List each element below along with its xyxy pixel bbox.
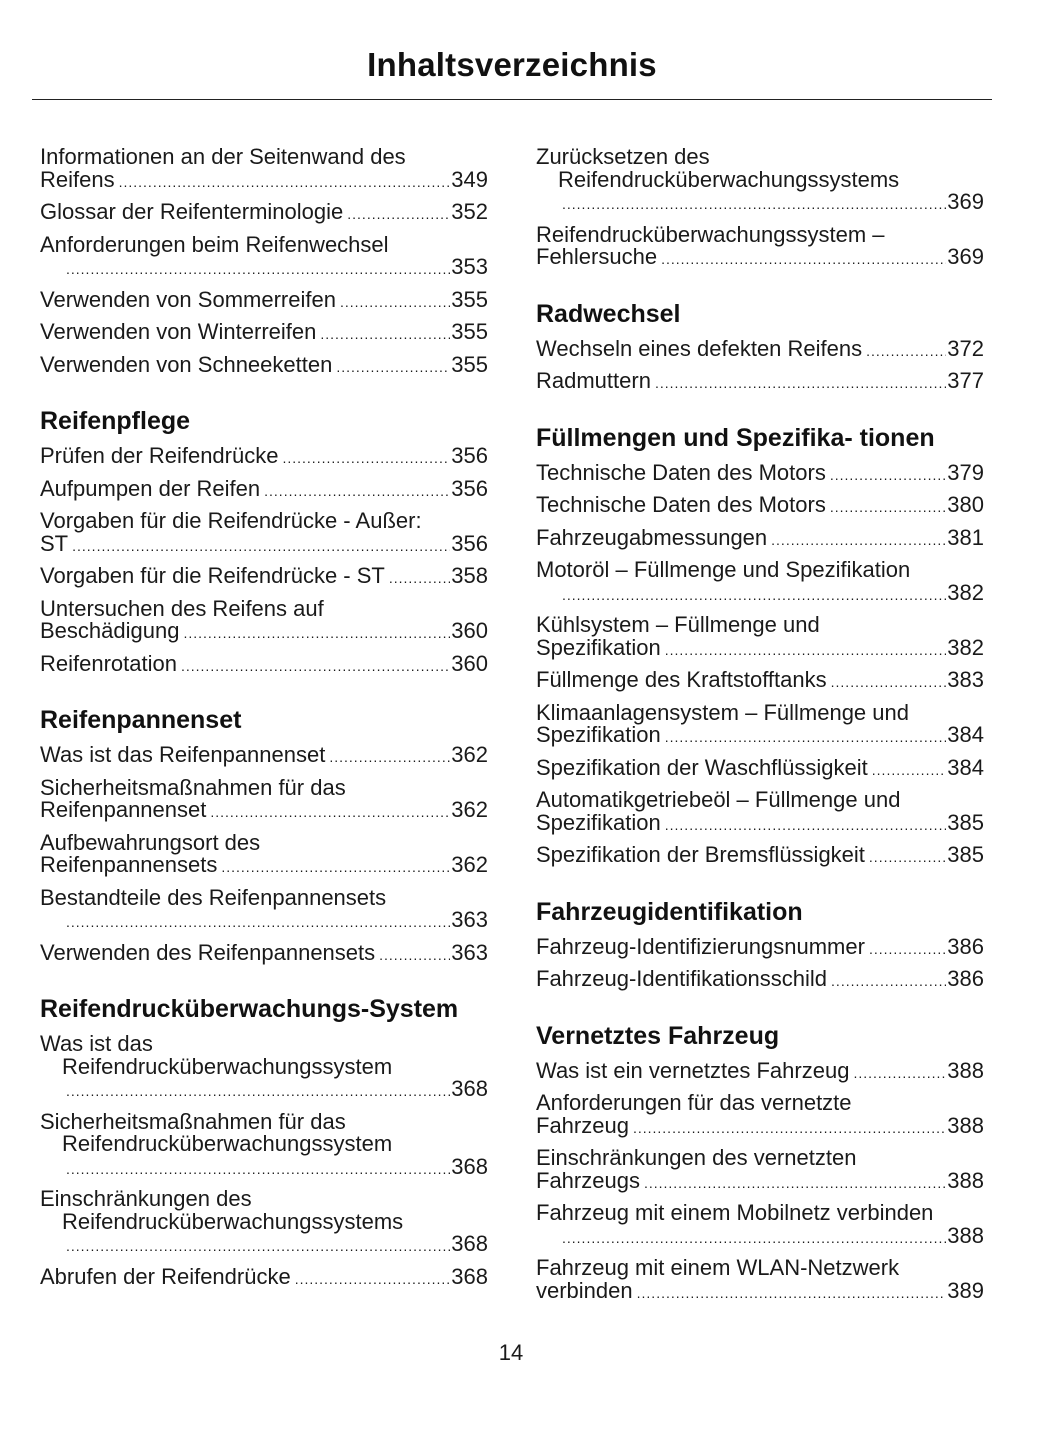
toc-entry[interactable]: Fahrzeug-Identifikationsschild ..... 386 <box>536 968 984 993</box>
section-heading-fuellmengen[interactable]: Füllmengen und Spezifika- tionen <box>536 423 935 452</box>
toc-column-left <box>40 146 488 1298</box>
page-ref: 368 <box>451 1263 488 1289</box>
page-ref: 372 <box>947 335 984 361</box>
leader-dots <box>210 801 450 824</box>
leader-dots <box>72 535 450 558</box>
leader-dots <box>336 356 450 379</box>
leader-dots <box>869 938 946 961</box>
leader-dots <box>633 1117 946 1140</box>
leader-dots <box>771 529 946 552</box>
leader-dots <box>183 622 450 645</box>
page-ref: 384 <box>947 754 984 780</box>
toc-entry[interactable]: Vorgaben für die Reifendrücke - Außer: ST ..... 356 <box>40 510 488 557</box>
page-ref: 368 <box>451 1153 488 1179</box>
toc-column-right <box>536 146 984 1312</box>
page-ref: 349 <box>451 166 488 192</box>
toc-entry[interactable]: Technische Daten des Motors ..... 380 <box>536 494 984 519</box>
leader-dots <box>831 671 947 694</box>
page-ref: 369 <box>947 189 984 214</box>
leader-dots <box>853 1062 946 1085</box>
leader-dots <box>661 248 946 271</box>
page-ref: 355 <box>451 351 488 377</box>
toc-entry[interactable]: Reifendrucküberwachungssystem – Fehlersuche ..... 369 <box>536 224 984 271</box>
leader-dots <box>66 1158 450 1181</box>
toc-entry[interactable]: Einschränkungen des Reifendrucküberwachungssystems ..... 368 <box>40 1188 488 1258</box>
page-ref: 381 <box>947 524 984 550</box>
leader-dots <box>320 323 450 346</box>
page-title: Inhaltsverzeichnis <box>367 46 657 83</box>
page-ref: 362 <box>451 797 488 822</box>
leader-dots <box>379 944 450 967</box>
toc-entry[interactable]: Radmuttern ..... 377 <box>536 370 984 395</box>
leader-dots <box>340 291 450 314</box>
leader-dots <box>872 759 947 782</box>
leader-dots <box>282 447 450 470</box>
page-ref: 385 <box>947 842 984 867</box>
page-ref: 388 <box>947 1112 984 1138</box>
leader-dots <box>830 464 946 487</box>
leader-dots <box>66 1080 450 1103</box>
toc-entry[interactable]: Zurücksetzen des Reifendrucküberwachungssystems ..... 369 <box>536 146 984 216</box>
leader-dots <box>66 911 450 934</box>
page-ref: 382 <box>947 634 984 660</box>
leader-dots <box>562 193 946 216</box>
leader-dots <box>181 655 450 678</box>
page-ref: 386 <box>947 966 984 991</box>
leader-dots <box>329 746 450 769</box>
page-ref: 368 <box>451 1231 488 1256</box>
leader-dots <box>66 1235 450 1258</box>
page-ref: 383 <box>947 667 984 692</box>
leader-dots <box>830 496 946 519</box>
toc-entry[interactable]: Was ist das Reifenpannenset ..... 362 <box>40 744 488 769</box>
toc-entry[interactable]: Prüfen der Reifendrücke ..... 356 <box>40 445 488 470</box>
toc-entry[interactable]: Motoröl – Füllmenge und Spezifikation ..... 382 <box>536 559 984 606</box>
toc-entry[interactable]: Kühlsystem – Füllmenge und Spezifikation ..... 382 <box>536 614 984 661</box>
toc-entry[interactable]: Einschränkungen des vernetzten Fahrzeugs ..... 388 <box>536 1147 984 1194</box>
section-heading-fahrzeugidentifikation[interactable]: Fahrzeugidentifikation <box>536 897 803 926</box>
page-ref: 355 <box>451 319 488 344</box>
leader-dots <box>644 1172 946 1195</box>
leader-dots <box>562 584 946 607</box>
toc-entry[interactable]: Spezifikation der Waschflüssigkeit ..... 384 <box>536 757 984 782</box>
page-ref: 362 <box>451 742 488 767</box>
toc-entry[interactable]: Verwenden von Sommerreifen ..... 355 <box>40 289 488 314</box>
leader-dots <box>665 639 947 662</box>
page-ref: 360 <box>451 650 488 676</box>
leader-dots <box>221 856 450 879</box>
toc-entry[interactable]: Vorgaben für die Reifendrücke - ST ..... 358 <box>40 565 488 590</box>
toc-entry[interactable]: Technische Daten des Motors ..... 379 <box>536 462 984 487</box>
page-ref: 388 <box>947 1057 984 1083</box>
section-heading-rdks[interactable]: Reifendrucküberwachungs-System <box>40 995 459 1023</box>
page-ref: 356 <box>451 443 488 468</box>
leader-dots <box>66 258 450 281</box>
page-ref: 380 <box>947 492 984 517</box>
page-ref: 356 <box>451 530 488 556</box>
title-divider <box>32 99 992 100</box>
page-ref: 352 <box>451 199 488 224</box>
leader-dots <box>665 814 947 837</box>
leader-dots <box>665 726 947 749</box>
toc-entry[interactable]: Abrufen der Reifendrücke ..... 368 <box>40 1266 488 1291</box>
page-ref: 385 <box>947 809 984 835</box>
page-ref: 363 <box>451 939 488 965</box>
toc-entry[interactable]: Reifenrotation ..... 360 <box>40 653 488 678</box>
page-ref: 369 <box>947 244 984 269</box>
leader-dots <box>831 970 946 993</box>
page-ref: 386 <box>947 933 984 959</box>
leader-dots <box>562 1227 946 1250</box>
toc-entry[interactable]: Verwenden von Winterreifen ..... 355 <box>40 321 488 346</box>
section-heading-reifenpflege[interactable]: Reifenpflege <box>40 407 191 435</box>
leader-dots <box>866 340 946 363</box>
page-ref: 362 <box>451 852 488 877</box>
toc-entry[interactable]: Verwenden von Schneeketten ..... 355 <box>40 354 488 379</box>
toc-entry[interactable]: Sicherheitsmaßnahmen für das Reifendrucküberwachungssystem ..... 368 <box>40 1111 488 1181</box>
page-number: 14 <box>498 1340 524 1365</box>
page-ref: 388 <box>947 1167 984 1193</box>
page-ref: 379 <box>947 459 984 485</box>
toc-entry[interactable]: Was ist ein vernetztes Fahrzeug ..... 388 <box>536 1060 984 1085</box>
leader-dots <box>295 1268 451 1291</box>
page-ref: 368 <box>451 1076 488 1101</box>
page-ref: 360 <box>451 618 488 643</box>
page-ref: 384 <box>947 722 984 747</box>
leader-dots <box>637 1282 947 1305</box>
toc-entry[interactable]: Bestandteile des Reifenpannensets ..... 363 <box>40 887 488 934</box>
toc-entry[interactable]: Wechseln eines defekten Reifens ..... 372 <box>536 338 984 363</box>
section-heading-radwechsel[interactable]: Radwechsel <box>536 299 681 328</box>
page-ref: 358 <box>451 563 488 588</box>
toc-entry[interactable]: Sicherheitsmaßnahmen für das Reifenpannenset ..... 362 <box>40 777 488 824</box>
leader-dots <box>655 372 946 395</box>
toc-entry[interactable]: Aufpumpen der Reifen ..... 356 <box>40 478 488 503</box>
page-ref: 382 <box>947 579 984 605</box>
toc-entry[interactable]: Untersuchen des Reifens auf Beschädigung ..... 360 <box>40 598 488 645</box>
toc-entry[interactable]: Fahrzeug mit einem Mobilnetz verbinden ..... 388 <box>536 1202 984 1249</box>
page-ref: 377 <box>947 368 984 393</box>
leader-dots <box>119 171 451 194</box>
toc-entry[interactable]: Fahrzeug mit einem WLAN-Netzwerk verbinden ..... 389 <box>536 1257 984 1304</box>
page-ref: 388 <box>947 1222 984 1248</box>
toc-entry[interactable]: Spezifikation der Bremsflüssigkeit ..... 385 <box>536 844 984 869</box>
toc-entry[interactable]: Füllmenge des Kraftstofftanks ..... 383 <box>536 669 984 694</box>
page-ref: 355 <box>451 286 488 312</box>
toc-entry[interactable]: Verwenden des Reifenpannensets ..... 363 <box>40 942 488 967</box>
page-ref: 363 <box>451 907 488 932</box>
page-ref: 353 <box>451 254 488 279</box>
toc-entry[interactable]: Fahrzeugabmessungen ..... 381 <box>536 527 984 552</box>
section-heading-reifenpannenset[interactable]: Reifenpannenset <box>40 706 242 734</box>
toc-entry[interactable]: Was ist das Reifendrucküberwachungssystem ..... 368 <box>40 1033 488 1103</box>
page-ref: 389 <box>947 1277 984 1303</box>
section-heading-vernetztes-fahrzeug[interactable]: Vernetztes Fahrzeug <box>536 1021 780 1050</box>
toc-entry[interactable]: Anforderungen beim Reifenwechsel ..... 353 <box>40 234 488 281</box>
toc-entry[interactable]: Aufbewahrungsort des Reifenpannensets ..... 362 <box>40 832 488 879</box>
toc-entry[interactable]: Automatikgetriebeöl – Füllmenge und Spezifikation ..... 385 <box>536 789 984 836</box>
toc-entry[interactable]: Anforderungen für das vernetzte Fahrzeug ..... 388 <box>536 1092 984 1139</box>
page-ref: 356 <box>451 475 488 501</box>
leader-dots <box>347 203 450 226</box>
toc-entry[interactable]: Klimaanlagensystem – Füllmenge und Spezifikation ..... 384 <box>536 702 984 749</box>
leader-dots <box>389 567 450 590</box>
toc-entry[interactable]: Glossar der Reifenterminologie ..... 352 <box>40 201 488 226</box>
toc-entry[interactable]: Fahrzeug-Identifizierungsnummer ..... 386 <box>536 936 984 961</box>
leader-dots <box>264 480 450 503</box>
leader-dots <box>869 846 946 869</box>
toc-entry[interactable]: Informationen an der Seitenwand des Reifens ..... 349 <box>40 146 488 193</box>
